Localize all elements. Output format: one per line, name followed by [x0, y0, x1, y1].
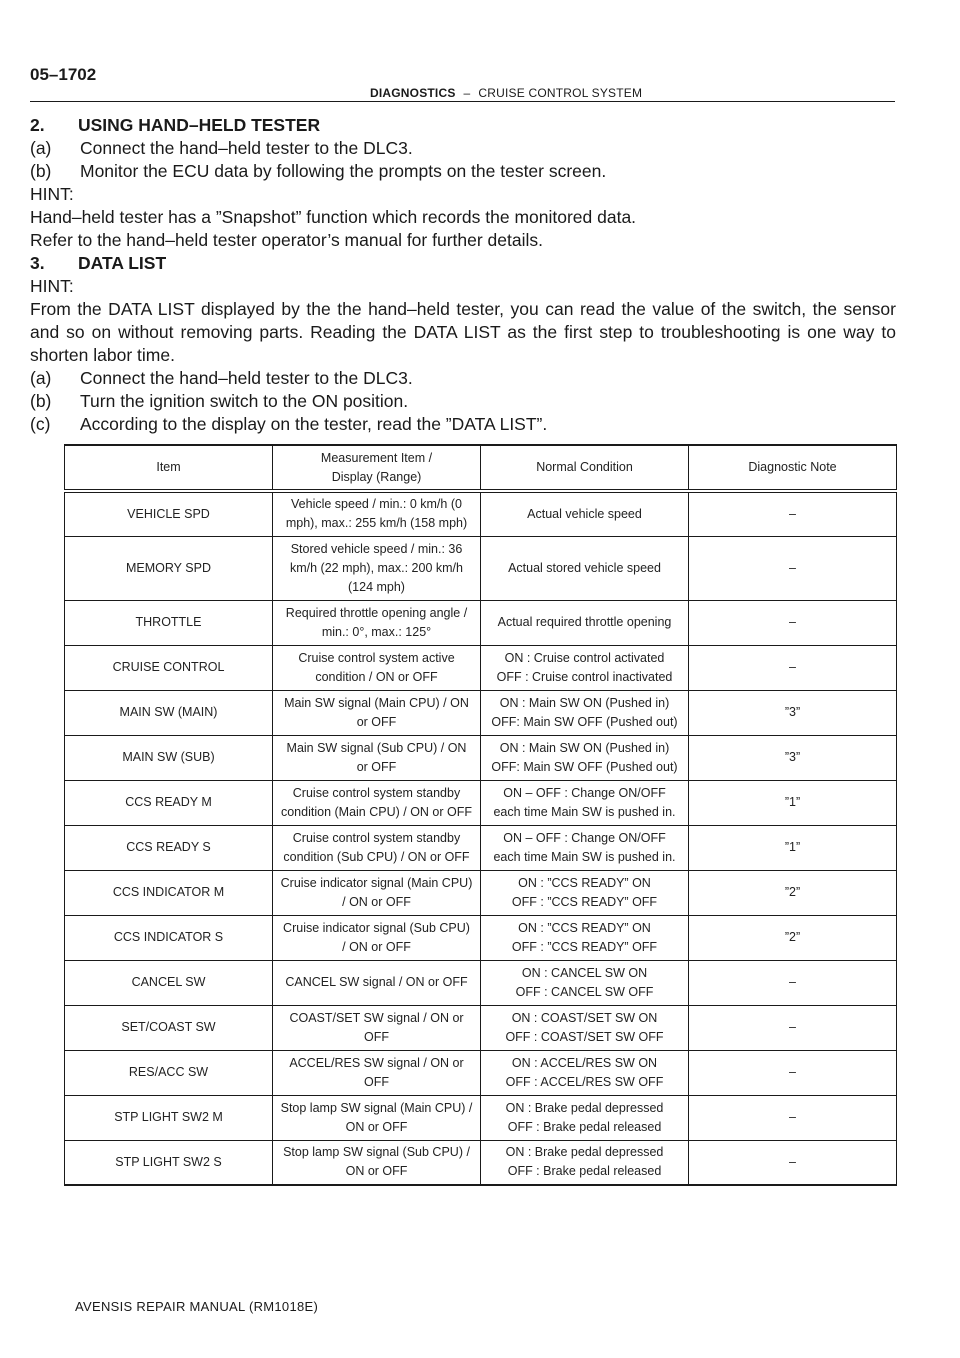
- cell-diagnostic-note: [689, 690, 897, 735]
- cell-diagnostic-note: [689, 870, 897, 915]
- table-row: [65, 600, 897, 645]
- cell-item: [65, 600, 273, 645]
- cell-measurement: [273, 690, 481, 735]
- cell-measurement-line: Vehicle speed / min.: 0 km/h (0: [291, 497, 462, 512]
- cell-diagnostic-note-line: –: [789, 615, 796, 629]
- cell-measurement: [273, 870, 481, 915]
- cell-normal-condition: [481, 780, 689, 825]
- step-2-heading: [30, 114, 896, 137]
- cell-diagnostic-note: [689, 735, 897, 780]
- cell-normal-condition: [481, 491, 689, 536]
- table-row: [65, 825, 897, 870]
- cell-item-line: CANCEL SW: [131, 975, 206, 989]
- cell-diagnostic-note-line: ”2”: [784, 885, 801, 899]
- cell-measurement-line: Stored vehicle speed / min.: 36: [290, 541, 463, 556]
- body-text: [30, 114, 896, 436]
- cell-item: [65, 915, 273, 960]
- page-number: 05–1702: [30, 65, 97, 84]
- table-row: [65, 1140, 897, 1185]
- cell-diagnostic-note-line: ”3”: [784, 705, 801, 719]
- cell-normal-condition: [481, 1005, 689, 1050]
- table-body: [65, 491, 897, 1185]
- cell-diagnostic-note: [689, 1140, 897, 1185]
- cell-diagnostic-note: [689, 1050, 897, 1095]
- cell-item: [65, 645, 273, 690]
- cell-diagnostic-note-line: –: [789, 1154, 796, 1169]
- header-dash: –: [463, 86, 471, 100]
- cell-normal-condition: [481, 960, 689, 1005]
- header-measurement: [273, 445, 481, 491]
- header-normal-condition: Normal Condition: [481, 445, 689, 491]
- cell-item-line: SET/COAST SW: [121, 1020, 216, 1034]
- cell-normal-condition: [481, 1140, 689, 1185]
- cell-diagnostic-note: [689, 1005, 897, 1050]
- step-number: 3.: [30, 253, 45, 273]
- table-row: [65, 690, 897, 735]
- header-item: Item: [65, 445, 273, 491]
- cell-item: [65, 825, 273, 870]
- cell-normal-condition-line: OFF : COAST/SET SW OFF: [505, 1029, 664, 1044]
- cell-measurement: [273, 780, 481, 825]
- cell-diagnostic-note-line: –: [789, 560, 796, 575]
- cell-item: [65, 735, 273, 780]
- cell-item: [65, 1140, 273, 1185]
- cell-item-line: MEMORY SPD: [126, 560, 211, 575]
- table-header-row: [65, 445, 897, 491]
- header-measurement-line: Display (Range): [331, 469, 422, 484]
- step-3a: [30, 367, 896, 390]
- table-row: [65, 645, 897, 690]
- cell-item-line: MAIN SW (MAIN): [119, 705, 218, 719]
- cell-normal-condition: [481, 915, 689, 960]
- data-list-table: [64, 444, 897, 1186]
- hint-line: Refer to the hand–held tester operator’s manual for further details.: [30, 230, 543, 250]
- table-row: [65, 780, 897, 825]
- cell-normal-condition-line: ON : CANCEL SW ON: [521, 965, 648, 980]
- hint-label: HINT:: [30, 184, 74, 204]
- cell-measurement-line: or OFF: [356, 714, 397, 729]
- cell-normal-condition: [481, 870, 689, 915]
- substep-label: (a): [30, 368, 52, 388]
- cell-measurement: [273, 960, 481, 1005]
- cell-diagnostic-note-line: –: [789, 1065, 796, 1079]
- cell-item-line: MAIN SW (SUB): [122, 750, 215, 764]
- cell-normal-condition-line: ON : COAST/SET SW ON: [511, 1010, 658, 1025]
- hint-paragraph: From the DATA LIST displayed by the the hand–held tester, you can read the value of the switch, the sensor and so on without removing parts. Reading the DATA LIST as the first step to troubleshooting is one way to shorten labor time.: [30, 299, 896, 365]
- cell-normal-condition-line: ON : ACCEL/RES SW ON: [511, 1055, 658, 1070]
- table-row: [65, 960, 897, 1005]
- cell-item-line: CCS INDICATOR M: [112, 885, 225, 899]
- cell-measurement-line: CANCEL SW signal / ON or OFF: [285, 975, 468, 989]
- cell-item-line: STP LIGHT SW2 M: [114, 1110, 223, 1124]
- cell-diagnostic-note-line: ”1”: [784, 795, 801, 809]
- cell-measurement-line: Stop lamp SW signal (Sub CPU) /: [283, 1145, 470, 1160]
- cell-measurement-line: condition / ON or OFF: [315, 669, 438, 684]
- cell-normal-condition: [481, 1050, 689, 1095]
- cell-measurement-line: COAST/SET SW signal / ON or: [289, 1010, 464, 1025]
- cell-item: [65, 1050, 273, 1095]
- cell-measurement-line: / ON or OFF: [342, 894, 411, 909]
- cell-normal-condition-line: Actual vehicle speed: [527, 506, 642, 521]
- cell-measurement-line: Main SW signal (Main CPU) / ON: [284, 695, 469, 710]
- table-row: [65, 1095, 897, 1140]
- cell-measurement-line: mph), max.: 255 km/h (158 mph): [285, 516, 468, 531]
- cell-normal-condition-line: each time Main SW is pushed in.: [493, 804, 676, 819]
- table-row: [65, 735, 897, 780]
- cell-normal-condition-line: each time Main SW is pushed in.: [493, 849, 676, 864]
- cell-normal-condition-line: ON : ”CCS READY” ON: [518, 875, 651, 890]
- cell-normal-condition-line: ON : Cruise control activated: [504, 650, 665, 665]
- cell-measurement-line: or OFF: [356, 759, 397, 774]
- cell-normal-condition-line: Actual stored vehicle speed: [508, 560, 661, 575]
- header-measurement-line: Measurement Item /: [320, 450, 433, 465]
- cell-item: [65, 1005, 273, 1050]
- step-3-heading: [30, 252, 896, 275]
- cell-measurement-line: (124 mph): [348, 579, 405, 594]
- cell-diagnostic-note: [689, 780, 897, 825]
- cell-normal-condition-line: ON : Brake pedal depressed: [505, 1100, 664, 1115]
- cell-normal-condition-line: Actual required throttle opening: [497, 615, 672, 629]
- cell-normal-condition: [481, 536, 689, 600]
- cell-normal-condition-line: OFF : CANCEL SW OFF: [515, 984, 654, 999]
- cell-measurement: [273, 1005, 481, 1050]
- cell-diagnostic-note: [689, 491, 897, 536]
- step-3b: [30, 390, 896, 413]
- cell-measurement-line: Cruise indicator signal (Sub CPU): [283, 920, 470, 935]
- cell-measurement-line: km/h (22 mph), max.: 200 km/h: [290, 560, 463, 575]
- cell-measurement-line: Cruise control system standby: [292, 785, 461, 800]
- header-rule: [30, 101, 895, 102]
- cell-measurement-line: ON or OFF: [345, 1119, 408, 1134]
- cell-diagnostic-note-line: ”3”: [784, 750, 801, 764]
- cell-item: [65, 780, 273, 825]
- cell-normal-condition: [481, 825, 689, 870]
- subsection-title: CRUISE CONTROL SYSTEM: [478, 86, 643, 100]
- substep-text: Turn the ignition switch to the ON position.: [80, 391, 409, 411]
- cell-diagnostic-note: [689, 600, 897, 645]
- cell-diagnostic-note-line: –: [789, 506, 796, 521]
- cell-measurement: [273, 491, 481, 536]
- cell-measurement: [273, 1095, 481, 1140]
- cell-normal-condition-line: ON – OFF : Change ON/OFF: [503, 830, 666, 845]
- section-title: DIAGNOSTICS: [370, 86, 456, 100]
- cell-item-line: STP LIGHT SW2 S: [115, 1154, 222, 1169]
- cell-diagnostic-note-line: –: [789, 660, 796, 674]
- cell-measurement: [273, 825, 481, 870]
- cell-diagnostic-note: [689, 536, 897, 600]
- cell-measurement-line: Cruise indicator signal (Main CPU): [280, 875, 473, 890]
- cell-diagnostic-note-line: ”2”: [784, 930, 801, 944]
- cell-item: [65, 491, 273, 536]
- cell-measurement: [273, 600, 481, 645]
- cell-diagnostic-note-line: ”1”: [784, 840, 801, 854]
- cell-normal-condition: [481, 645, 689, 690]
- cell-normal-condition-line: OFF : Brake pedal released: [507, 1164, 662, 1179]
- step-2b: [30, 160, 896, 183]
- substep-label: (b): [30, 161, 52, 181]
- manual-footer: AVENSIS REPAIR MANUAL (RM1018E): [75, 1299, 319, 1314]
- cell-item: [65, 1095, 273, 1140]
- cell-item-line: CCS READY M: [125, 795, 212, 809]
- table-row: [65, 915, 897, 960]
- substep-text: According to the display on the tester, read the ”DATA LIST”.: [80, 414, 548, 434]
- substep-label: (a): [30, 138, 52, 158]
- cell-measurement-line: / ON or OFF: [342, 939, 411, 954]
- cell-normal-condition-line: OFF: Main SW OFF (Pushed out): [491, 714, 678, 729]
- cell-normal-condition: [481, 600, 689, 645]
- cell-measurement-line: OFF: [364, 1074, 389, 1089]
- cell-measurement: [273, 915, 481, 960]
- cell-normal-condition-line: ON : ”CCS READY” ON: [518, 920, 651, 935]
- cell-diagnostic-note-line: –: [789, 1020, 796, 1034]
- cell-item: [65, 960, 273, 1005]
- cell-item-line: RES/ACC SW: [128, 1065, 209, 1079]
- table-row: [65, 536, 897, 600]
- hint-line: Hand–held tester has a ”Snapshot” function which records the monitored data.: [30, 207, 637, 227]
- substep-text: Monitor the ECU data by following the prompts on the tester screen.: [80, 161, 607, 181]
- cell-normal-condition-line: OFF : Cruise control inactivated: [496, 669, 673, 684]
- hint-label: HINT:: [30, 276, 74, 296]
- cell-measurement: [273, 1140, 481, 1185]
- step-3c: [30, 413, 896, 436]
- cell-measurement-line: condition (Sub CPU) / ON or OFF: [283, 849, 470, 864]
- cell-normal-condition: [481, 735, 689, 780]
- cell-normal-condition-line: ON – OFF : Change ON/OFF: [503, 785, 666, 800]
- table-row: [65, 1005, 897, 1050]
- cell-normal-condition: [481, 690, 689, 735]
- cell-measurement: [273, 536, 481, 600]
- step-number: 2.: [30, 115, 45, 135]
- cell-normal-condition-line: OFF: Main SW OFF (Pushed out): [491, 759, 678, 774]
- header-diagnostic-note: Diagnostic Note: [689, 445, 897, 491]
- substep-text: Connect the hand–held tester to the DLC3.: [80, 368, 413, 388]
- cell-normal-condition-line: OFF : ”CCS READY” OFF: [511, 894, 658, 909]
- cell-diagnostic-note: [689, 960, 897, 1005]
- running-header: [370, 86, 642, 100]
- cell-item: [65, 690, 273, 735]
- cell-diagnostic-note: [689, 825, 897, 870]
- cell-measurement: [273, 1050, 481, 1095]
- cell-measurement-line: condition (Main CPU) / ON or OFF: [280, 804, 472, 819]
- cell-measurement-line: min.: 0°, max.: 125°: [321, 624, 432, 639]
- cell-diagnostic-note: [689, 645, 897, 690]
- cell-item-line: VEHICLE SPD: [127, 506, 210, 521]
- cell-measurement: [273, 645, 481, 690]
- cell-normal-condition-line: OFF : Brake pedal released: [507, 1119, 662, 1134]
- cell-normal-condition-line: ON : Main SW ON (Pushed in): [499, 740, 670, 755]
- substep-label: (b): [30, 391, 52, 411]
- cell-measurement-line: Required throttle opening angle /: [285, 605, 468, 620]
- table-row: [65, 491, 897, 536]
- cell-normal-condition-line: ON : Brake pedal depressed: [505, 1145, 664, 1160]
- cell-measurement-line: Cruise control system active: [298, 650, 455, 665]
- cell-normal-condition-line: ON : Main SW ON (Pushed in): [499, 695, 670, 710]
- cell-measurement-line: Stop lamp SW signal (Main CPU) /: [280, 1100, 473, 1115]
- cell-diagnostic-note-line: –: [789, 975, 796, 989]
- table-row: [65, 1050, 897, 1095]
- cell-item-line: THROTTLE: [135, 615, 202, 629]
- cell-item-line: CCS INDICATOR S: [113, 930, 224, 944]
- step-title: USING HAND–HELD TESTER: [78, 115, 321, 135]
- cell-measurement-line: ON or OFF: [345, 1164, 408, 1179]
- cell-normal-condition-line: OFF : ACCEL/RES SW OFF: [505, 1074, 664, 1089]
- cell-measurement: [273, 735, 481, 780]
- cell-measurement-line: Main SW signal (Sub CPU) / ON: [286, 740, 467, 755]
- step-title: DATA LIST: [78, 253, 167, 273]
- cell-measurement-line: OFF: [364, 1029, 389, 1044]
- step-2a: [30, 137, 896, 160]
- cell-diagnostic-note: [689, 915, 897, 960]
- cell-normal-condition: [481, 1095, 689, 1140]
- cell-diagnostic-note-line: –: [789, 1110, 796, 1124]
- table-row: [65, 870, 897, 915]
- cell-diagnostic-note: [689, 1095, 897, 1140]
- cell-item-line: CCS READY S: [126, 840, 211, 854]
- cell-normal-condition-line: OFF : ”CCS READY” OFF: [511, 939, 658, 954]
- cell-item: [65, 536, 273, 600]
- cell-item-line: CRUISE CONTROL: [112, 660, 225, 674]
- substep-text: Connect the hand–held tester to the DLC3.: [80, 138, 413, 158]
- cell-item: [65, 870, 273, 915]
- cell-measurement-line: ACCEL/RES SW signal / ON or: [289, 1055, 464, 1070]
- cell-measurement-line: Cruise control system standby: [292, 830, 461, 845]
- substep-label: (c): [30, 414, 51, 434]
